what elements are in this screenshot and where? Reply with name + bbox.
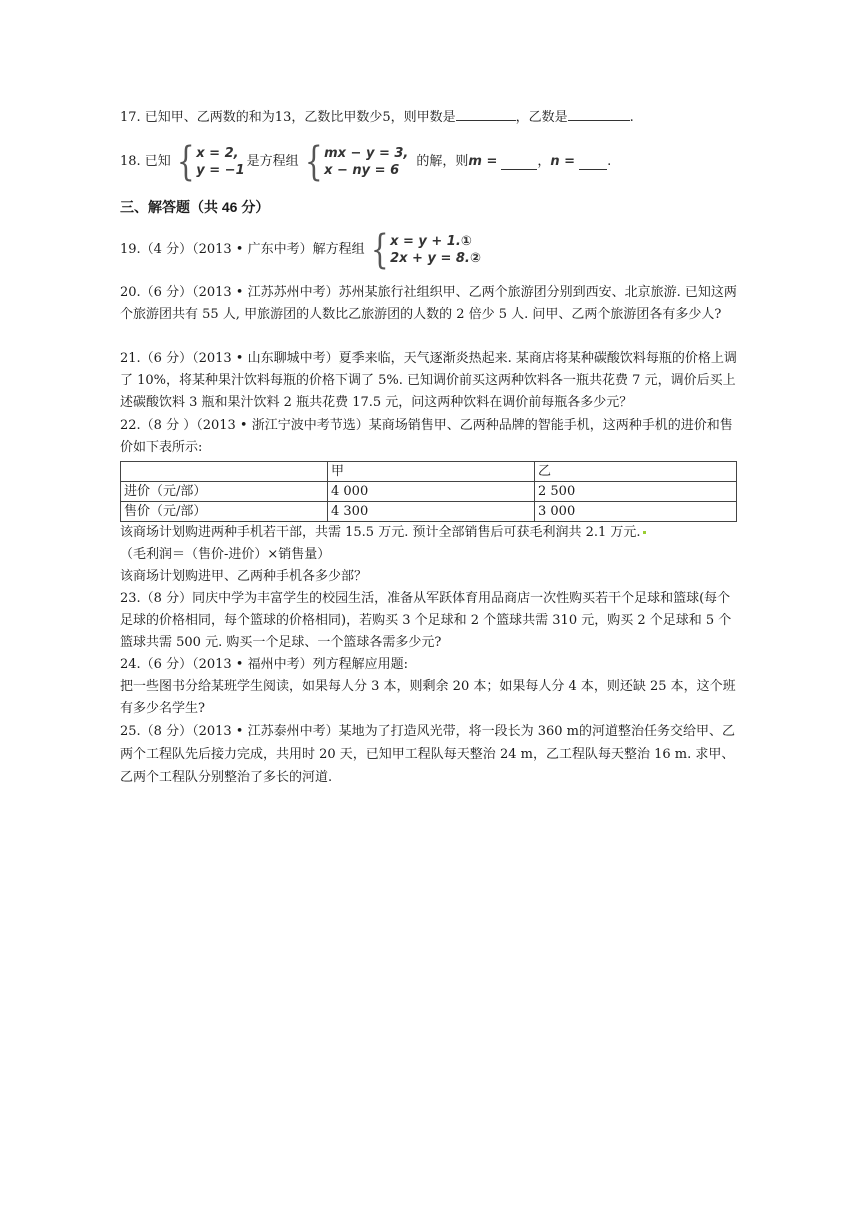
q18-comma: ， [537, 154, 551, 169]
answer-blank [568, 106, 630, 121]
equation-system [301, 139, 409, 185]
brace-icon: { [370, 227, 389, 273]
equation-line: 2x + y = 8.② [390, 251, 481, 266]
answer-blank [501, 155, 537, 170]
q18-post: 的解，则 [416, 154, 469, 169]
section-heading: 三、解答题（共 46 分） [120, 199, 270, 215]
table-header-row [121, 462, 737, 482]
q17-text: 17. 已知甲、乙两数的和为13，乙数比甲数少5，则甲数是 [120, 110, 456, 125]
table-cell: 甲 [328, 462, 535, 482]
equation-line: x − ny = 6 [324, 163, 400, 178]
answer-blank [579, 155, 607, 170]
n-variable: n = [550, 154, 576, 169]
equation-system [367, 227, 481, 273]
equation-line: x = y + 1.① [390, 234, 472, 249]
equation-system [173, 139, 245, 185]
table-cell: 2 500 [535, 482, 737, 502]
q18-end: . [607, 154, 612, 169]
answer-blank [456, 106, 516, 121]
equation-line: y = −1 [196, 163, 245, 178]
q22-paragraph: 该商场计划购进两种手机若干部，共需 15.5 万元. 预计全部销售后可获毛利润共 2.1 万元. [120, 525, 641, 540]
table-cell [121, 462, 328, 482]
question-25: 25.（8 分）（2013 • 江苏泰州中考）某地为了打造风光带，将一段长为 360 m的河道整治任务交给甲、乙两个工程队先后接力完成，共用时 20 天，已知甲工程队每天整治 24 m，乙工程队每天整治 16 m. 求甲、乙两个工程队分别整治了多长的河道. [120, 724, 735, 785]
question-19 [120, 227, 740, 273]
table-cell: 4 000 [328, 482, 535, 502]
equation-line: x = 2, [196, 146, 239, 161]
table-row [121, 482, 737, 502]
table-cell: 乙 [535, 462, 737, 482]
q18-prefix: 18. 已知 [120, 154, 171, 169]
price-table [120, 461, 737, 522]
question-17 [120, 106, 740, 129]
q19-prefix: 19.（4 分）（2013 • 广东中考）解方程组 [120, 242, 365, 257]
question-20: 20.（6 分）（2013 • 江苏苏州中考）苏州某旅行社组织甲、乙两个旅游团分别到西安、北京旅游. 已知这两个旅游团共有 55 人, 甲旅游团的人数比乙旅游团的人数的 2 倍少 5 人. 问甲、乙两个旅游团各有多少人? [120, 285, 737, 322]
question-18 [120, 139, 740, 185]
table-cell: 进价（元/部） [121, 482, 328, 502]
equation-line: mx − y = 3, [324, 146, 409, 161]
q22-formula: （毛利润＝（售价-进价）×销售量） [120, 547, 331, 562]
q24-body: 把一些图书分给某班学生阅读，如果每人分 3 本，则剩余 20 本；如果每人分 4 本，则还缺 25 本，这个班有多少名学生? [120, 679, 736, 716]
q24-title: 24.（6 分）（2013 • 福州中考）列方程解应用题: [120, 657, 408, 672]
q17-end: . [629, 110, 634, 125]
q17-mid: ，乙数是 [515, 110, 568, 125]
table-cell: 售价（元/部） [121, 502, 328, 522]
brace-icon: { [176, 139, 195, 185]
question-22-text [120, 522, 740, 566]
q18-mid: 是方程组 [246, 154, 299, 169]
question-21: 21.（6 分）（2013 • 山东聊城中考）夏季来临，天气逐渐炎热起来. 某商店将某种碳酸饮料每瓶的价格上调了 10%，将某种果汁饮料每瓶的价格下调了 5%. 已知调价前买这两种饮料各一瓶共花费 7 元，调价后买上述碳酸饮料 3 瓶和果汁饮料 2 瓶共花费 17.5 元，问这两种饮料在调价前每瓶各多少元？ [120, 351, 737, 410]
m-variable: m = [468, 154, 498, 169]
question-22-ask: 该商场计划购进甲、乙两种手机各多少部？ [120, 569, 368, 584]
question-23: 23.（8 分）同庆中学为丰富学生的校园生活，准备从军跃体育用品商店一次性购买若干个足球和篮球(每个足球的价格相同，每个篮球的价格相同)，若购买 3 个足球和 2 个篮球共需 310 元，购买 2 个足球和 5 个篮球共需 500 元. 购买一个足球、一个篮球各需多少元? [120, 591, 732, 650]
table-cell: 3 000 [535, 502, 737, 522]
table-row [121, 502, 737, 522]
question-24 [120, 654, 740, 720]
question-22: 22.（8 分 ）（2013 • 浙江宁波中考节选）某商场销售甲、乙两种品牌的智能手机，这两种手机的进价和售价如下表所示: [120, 418, 733, 455]
brace-icon: { [304, 139, 323, 185]
decorative-dot [643, 531, 646, 534]
table-cell: 4 300 [328, 502, 535, 522]
